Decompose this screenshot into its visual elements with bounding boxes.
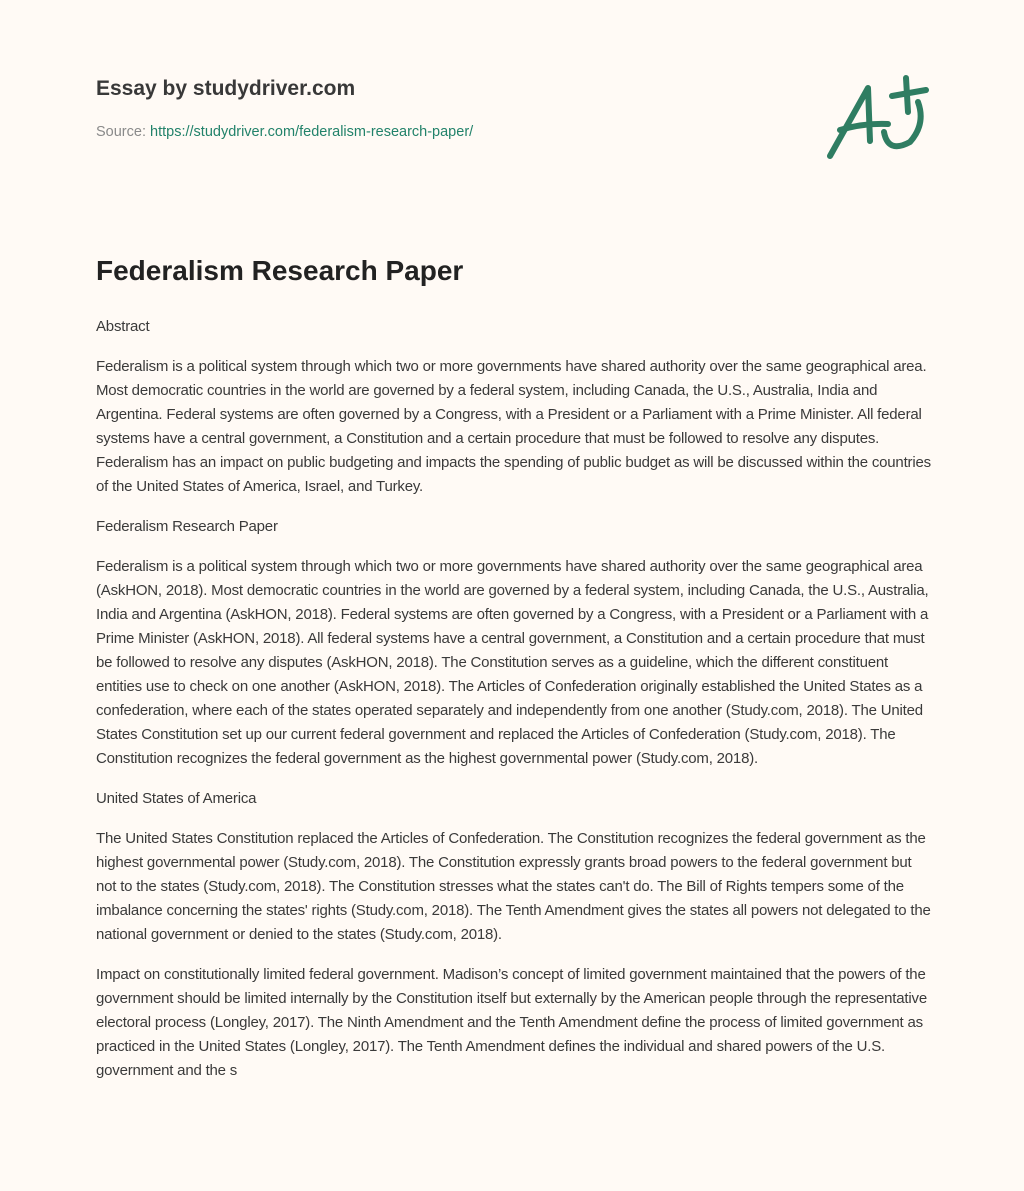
section-heading-usa: United States of America xyxy=(96,790,257,807)
abstract-paragraph: Federalism is a political system through which two or more governments have shared authority over the same geographical area. Most democratic countries in the world are governed by a federal system, including Canada, the U.S., Australia, India and Argentina. Federal systems are often governed by a Congress, with a President or a Parliament with a Prime Minister. All federal systems have a central government, a Constitution and a certain procedure that must be followed to resolve any disputes. Federalism has an impact on public budgeting and impacts the spending of public budget as will be discussed within the countries of the United States of America, Israel, and Turkey. xyxy=(96,358,931,495)
source-link[interactable]: https://studydriver.com/federalism-research-paper/ xyxy=(150,124,474,140)
section-heading-federalism: Federalism Research Paper xyxy=(96,518,278,535)
federalism-paragraph: Federalism is a political system through which two or more governments have shared authority over the same geographical area (AskHON, 2018). Most democratic countries in the world are governed by a federal system, including Canada, the U.S., Australia, India and Argentina (AskHON, 2018). Federal systems are often governed by a Congress, with a President or a Parliament with a Prime Minister (AskHON, 2018). All federal systems have a central government, a Constitution and a certain procedure that must be followed to resolve any disputes (AskHON, 2018). The Constitution serves as a guideline, which the different constituent entities use to check on one another (AskHON, 2018). The Articles of Confederation originally established the United States as a confederation, where each of the states operated separately and independently from one another (Study.com, 2018). The United States Constitution set up our current federal government and replaced the Articles of Confederation (Study.com, 2018). The Constitution recognizes the federal government as the highest governmental power (Study.com, 2018). xyxy=(96,558,929,767)
limited-government-paragraph: Impact on constitutionally limited federal government. Madison’s concept of limited government maintained that the powers of the government should be limited internally by the Constitution itself but externally by the American people through the representative electoral process (Longley, 2017). The Ninth Amendment and the Tenth Amendment define the process of limited government as practiced in the United States (Longley, 2017). The Tenth Amendment defines the individual and shared powers of the U.S. government and the s xyxy=(96,966,927,1079)
essay-body xyxy=(96,315,932,1099)
source-label: Source: xyxy=(96,124,146,140)
site-brand: Essay by studydriver.com xyxy=(96,77,356,100)
a-plus-logo-icon xyxy=(818,66,938,166)
page-title: Federalism Research Paper xyxy=(96,255,464,286)
usa-paragraph: The United States Constitution replaced the Articles of Confederation. The Constitution recognizes the federal government as the highest governmental power (Study.com, 2018). The Constitution expressly grants broad powers to the federal government but not to the states (Study.com, 2018). The Constitution stresses what the states can't do. The Bill of Rights tempers some of the imbalance concerning the states' rights (Study.com, 2018). The Tenth Amendment gives the states all powers not delegated to the national government or denied to the states (Study.com, 2018). xyxy=(96,830,931,943)
section-heading-abstract: Abstract xyxy=(96,318,150,335)
source-line xyxy=(96,124,473,140)
